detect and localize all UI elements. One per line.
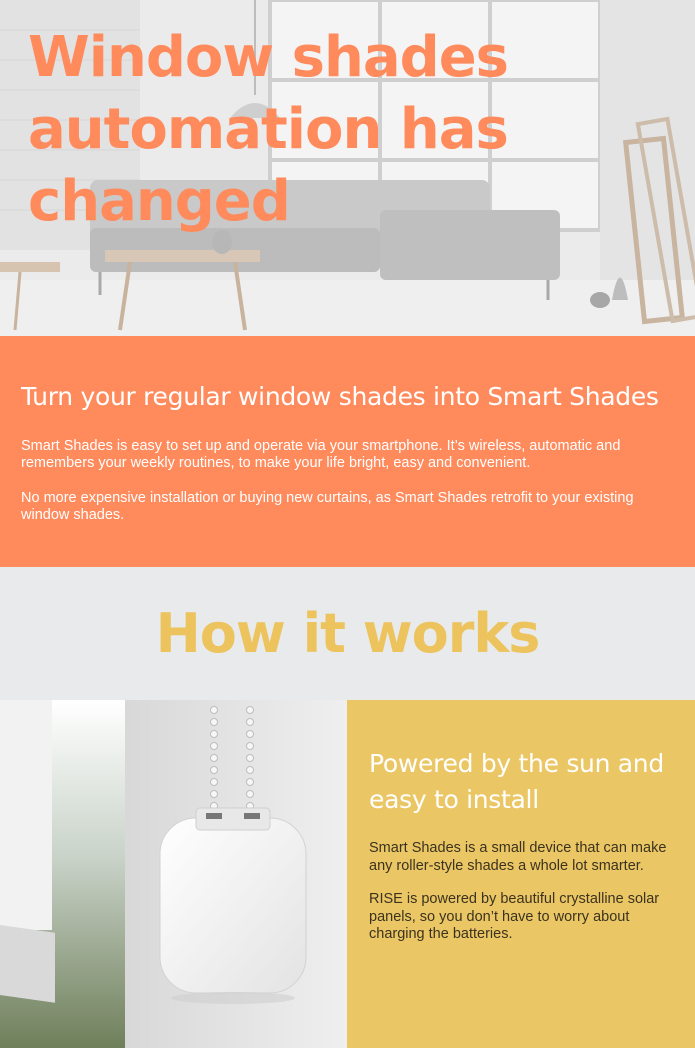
shade-device-illustration (0, 700, 347, 1048)
hero-section (0, 0, 695, 336)
how-it-works-title: How it works (155, 602, 540, 665)
intro-paragraph: Smart Shades is easy to set up and operate via your smartphone. It’s wireless, automatic and remembers your weekly routines, to make your life bright, easy and convenient. (21, 438, 621, 471)
powered-section (0, 700, 695, 1048)
how-it-works-section (0, 567, 695, 700)
powered-text-panel (347, 700, 695, 1048)
hero-title: Window shades automation has changed (28, 25, 509, 234)
powered-paragraph: Smart Shades is a small device that can make any roller-style shades a whole lot smarter. (369, 840, 667, 874)
intro-heading: Turn your regular window shades into Smart Shades (21, 382, 659, 411)
shade-device-photo (0, 700, 347, 1048)
powered-heading: Powered by the sun and easy to install (369, 749, 664, 814)
intro-paragraph: No more expensive installation or buying new curtains, as Smart Shades retrofit to your existing window shades. (21, 490, 634, 523)
powered-paragraph: RISE is powered by beautiful crystalline solar panels, so you don’t have to worry about charging the batteries. (369, 891, 660, 942)
intro-section (0, 336, 695, 567)
